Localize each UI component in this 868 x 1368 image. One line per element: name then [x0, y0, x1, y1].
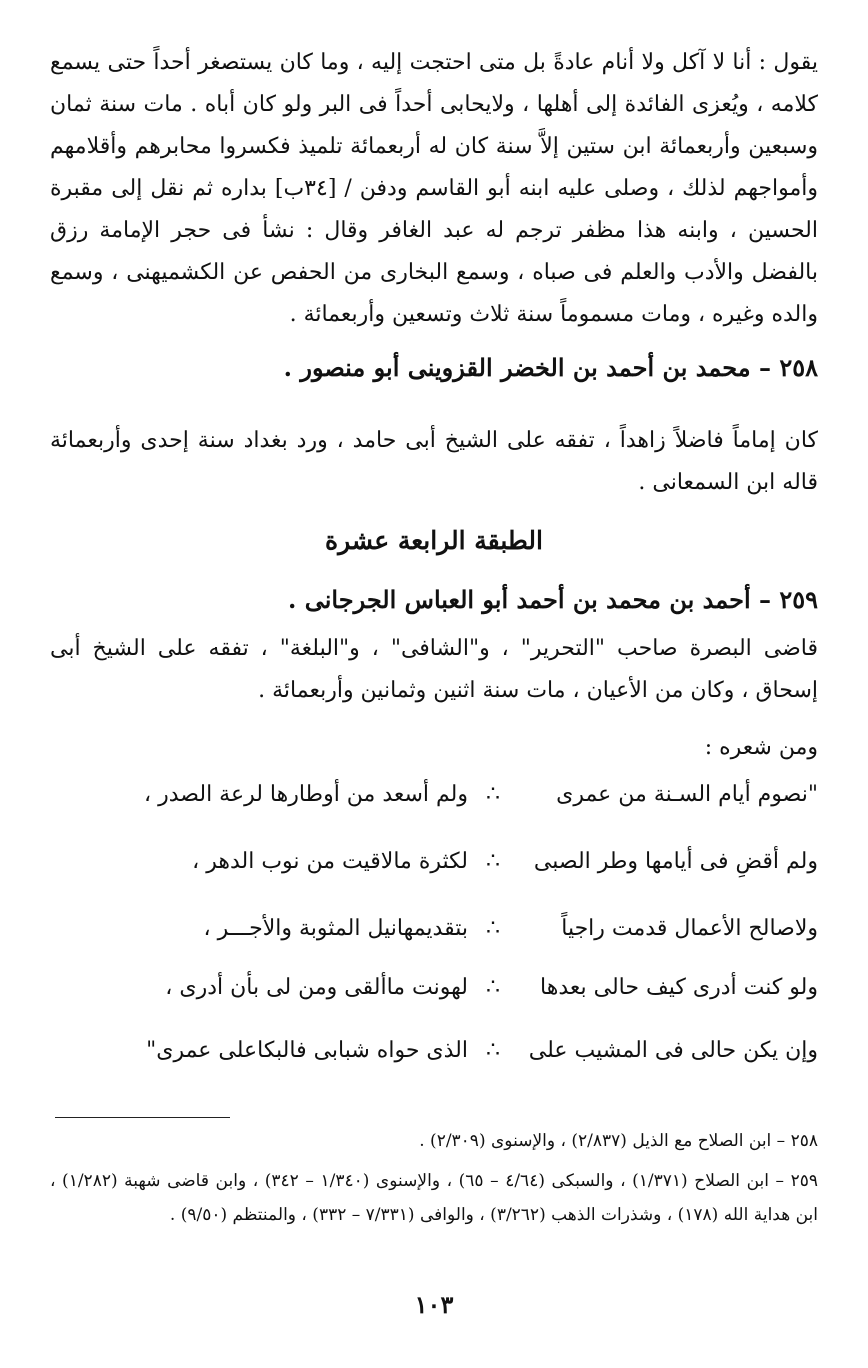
paragraph-biography-continuation: يقول : أنا لا آكل ولا أنام عادةً بل متى احتجت إليه ، وما كان يستصغر أحداً حتى يسمع كلامه ، ويُعزى الفائدة إلى أهلها ، ولايحابى أحداً فى البر ولو كان أباه . مات سنة ثمان وسبعين وأربعمائة ابن ستين إلاَّ سنة كان له أربعمائة تلميذ فكسروا محابرهم وأقلامهم وأمواجهم لذلك ، وصلى عليه ابنه أبو القاسم ودفن / [٣٤ب] بداره ثم نقل إلى مقبرة الحسين ، وابنه هذا مظفر ترجم له عبد الغافر وقال : نشأ فى حجر الإمامة رزق بالفضل والأدب والعلم فى صباه ، وسمع البخارى من الحفص عن الكشميهنى ، وسمع والده وغيره ، ومات مسموماً سنة ثلاث وتسعين وأربعمائة . [50, 50, 818, 327]
verse-first-hemistich: "نصوم أيام السـنة من عمرى [556, 782, 818, 807]
verse-second-hemistich: بتقديمهانيل المثوبة والأجـــر ، [203, 916, 468, 941]
verse-second-hemistich: لكثرة مالاقيت من نوب الدهر ، [192, 849, 468, 874]
verse-separator: ∴ [486, 1038, 500, 1063]
verse-second-hemistich: ولم أسعد من أوطارها لرعة الصدر ، [144, 782, 468, 807]
footnote-divider [55, 1117, 230, 1118]
poetry-intro: ومن شعره : [704, 735, 818, 760]
entry-258-heading: ٢٥٨ – محمد بن أحمد بن الخضر القزوينى أبو منصور . [283, 353, 818, 382]
footnote-259: ٢٥٩ – ابن الصلاح (١/٣٧١) ، والسبكى (٤/٦٤ – ٦٥) ، والإسنوى (١/٣٤٠ – ٣٤٢) ، وابن قاضى شهبة (١/٢٨٢) ، ابن هداية الله (١٧٨) ، وشذرات الذهب (٣/٢٦٢) ، والوافى (٧/٣٣١ – ٣٣٢) ، والمنتظم (٩/٥٠) . [50, 1171, 819, 1225]
verse-separator: ∴ [486, 782, 500, 807]
verse-second-hemistich: لهونت ماألقى ومن لى بأن أدرى ، [165, 975, 468, 1000]
verse-separator: ∴ [486, 849, 500, 874]
entry-259-text: قاضى البصرة صاحب "التحرير" ، و"الشافى" ، و"البلغة" ، تفقه على الشيخ أبى إسحاق ، وكان من الأعيان ، مات سنة اثنين وثمانين وأربعمائة . [50, 636, 818, 703]
verse-line [50, 1031, 818, 1071]
entry-259-heading: ٢٥٩ – أحمد بن محمد بن أحمد أبو العباس الجرجانى . [288, 585, 818, 614]
page-number: ١٠٣ [414, 1290, 454, 1319]
verse-first-hemistich: ولاصالح الأعمال قدمت راجياً [561, 916, 818, 941]
verse-line [50, 909, 818, 949]
entry-258-text: كان إماماً فاضلاً زاهداً ، تفقه على الشيخ أبى حامد ، ورد بغداد سنة إحدى وأربعمائة قاله ابن السمعانى . [50, 428, 818, 495]
verse-separator: ∴ [486, 916, 500, 941]
verse-separator: ∴ [486, 975, 500, 1000]
verse-line [50, 842, 818, 882]
verse-second-hemistich: الذى حواه شبابى فالبكاعلى عمرى" [146, 1038, 468, 1063]
verse-first-hemistich: وإن يكن حالى فى المشيب على [528, 1038, 818, 1063]
footnote-258: ٢٥٨ – ابن الصلاح مع الذيل (٢/٨٣٧) ، والإسنوى (٢/٣٠٩) . [419, 1131, 818, 1151]
verse-line [50, 775, 818, 815]
section-title: الطبقة الرابعة عشرة [325, 526, 543, 555]
verse-line [50, 968, 818, 1008]
verse-first-hemistich: ولم أقضِ فى أيامها وطر الصبى [533, 849, 818, 874]
verse-first-hemistich: ولو كنت أدرى كيف حالى بعدها [540, 975, 818, 1000]
